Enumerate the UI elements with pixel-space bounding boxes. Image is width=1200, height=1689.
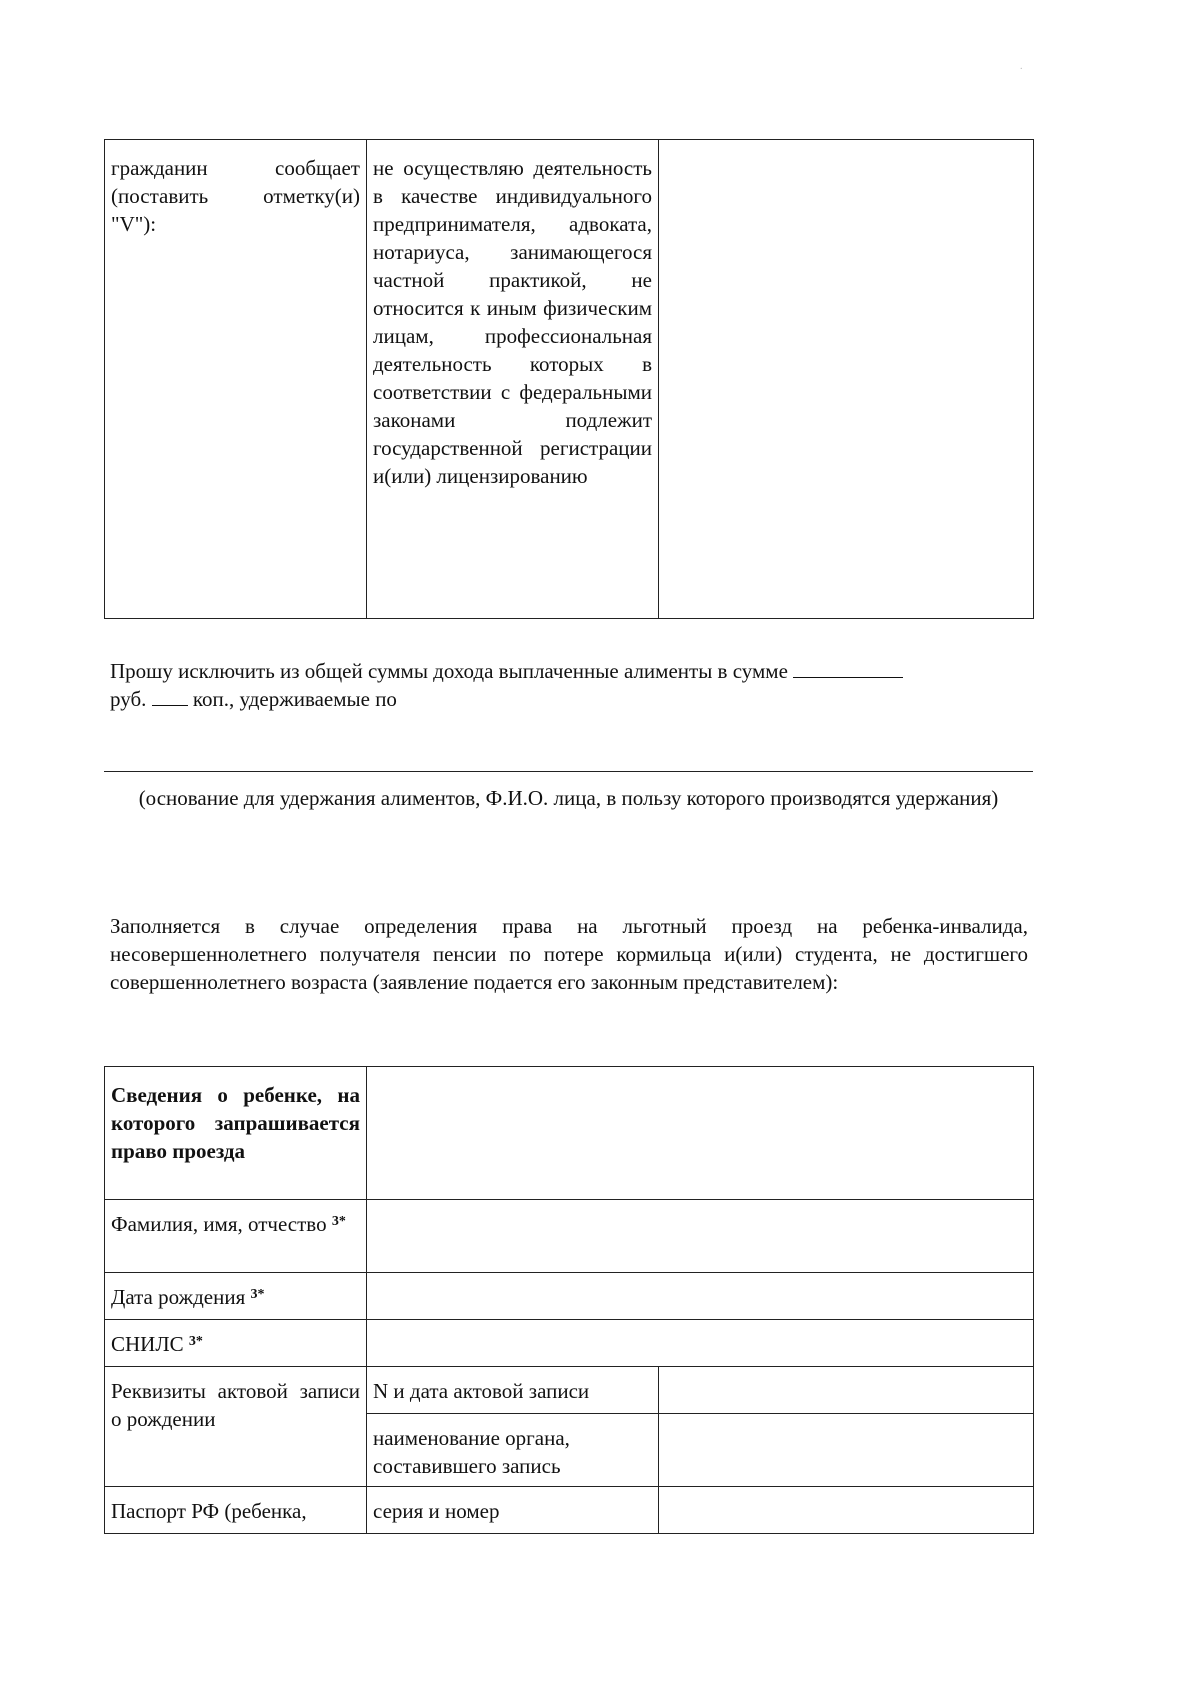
declaration-label: гражданин сообщает (поставить отметку(и) "V"):	[105, 140, 367, 619]
table-row	[105, 1487, 1034, 1534]
fio-value[interactable]	[367, 1200, 1034, 1273]
basis-caption: (основание для удержания алиментов, Ф.И.О. лица, в пользу которого производятся удержания)	[138, 786, 999, 810]
alimony-text: Прошу исключить из общей суммы дохода выплаченные алименты в сумме	[110, 659, 788, 683]
table-row	[105, 1067, 1034, 1200]
fill-note: Заполняется в случае определения права на льготный проезд на ребенка-инвалида, несовершеннолетнего получателя пенсии по потере кормильца и(или) студента, не достигшего совершеннолетнего возраста (заявление подается его законным представителем):	[110, 914, 1028, 994]
child-info-header: Сведения о ребенке, на которого запрашивается право проезда	[105, 1067, 367, 1200]
alimony-sum-blank[interactable]	[793, 659, 903, 678]
declaration-statement: не осуществляю деятельность в качестве индивидуального предпринимателя, адвоката, нотариуса, занимающегося частной практикой, не относится к иным физическим лицам, профессиональная деятельность которых в соответствии с федеральными законами подлежит государственной регистрации и(или) лицензированию	[367, 140, 659, 619]
table-row	[105, 140, 1034, 619]
act-number-label: N и дата актовой записи	[367, 1367, 659, 1414]
declaration-table	[104, 139, 1034, 619]
birth-value[interactable]	[367, 1273, 1034, 1320]
snils-label-cell	[105, 1320, 367, 1367]
snils-value[interactable]	[367, 1320, 1034, 1367]
footnote-ref: 3*	[188, 1334, 203, 1349]
alimony-paragraph	[110, 657, 1028, 713]
act-org-value[interactable]	[659, 1414, 1034, 1487]
table-row	[105, 1200, 1034, 1273]
snils-label: СНИЛС	[111, 1332, 184, 1356]
table-row	[105, 1320, 1034, 1367]
table-row	[105, 1273, 1034, 1320]
declaration-mark-cell[interactable]	[659, 140, 1034, 619]
alimony-rub: руб.	[110, 687, 147, 711]
child-info-table	[104, 1066, 1034, 1534]
passport-label: Паспорт РФ (ребенка,	[105, 1487, 367, 1534]
birth-label-cell	[105, 1273, 367, 1320]
child-info-header-value	[367, 1067, 1034, 1200]
passport-series-value[interactable]	[659, 1487, 1034, 1534]
act-org-label: наименование органа, составившего запись	[367, 1414, 659, 1487]
scan-speck: .	[1020, 61, 1023, 72]
act-number-value[interactable]	[659, 1367, 1034, 1414]
footnote-ref: 3*	[250, 1287, 265, 1302]
basis-signature-line[interactable]	[104, 771, 1033, 772]
alimony-kop-text: коп., удерживаемые по	[192, 687, 397, 711]
footnote-ref: 3*	[331, 1214, 346, 1229]
passport-series-label: серия и номер	[367, 1487, 659, 1534]
table-row	[105, 1367, 1034, 1414]
fio-label-cell	[105, 1200, 367, 1273]
birth-label: Дата рождения	[111, 1285, 246, 1309]
alimony-kop-blank[interactable]	[152, 687, 188, 706]
act-record-label: Реквизиты актовой записи о рождении	[105, 1367, 367, 1487]
fio-label: Фамилия, имя, отчество	[111, 1212, 327, 1236]
